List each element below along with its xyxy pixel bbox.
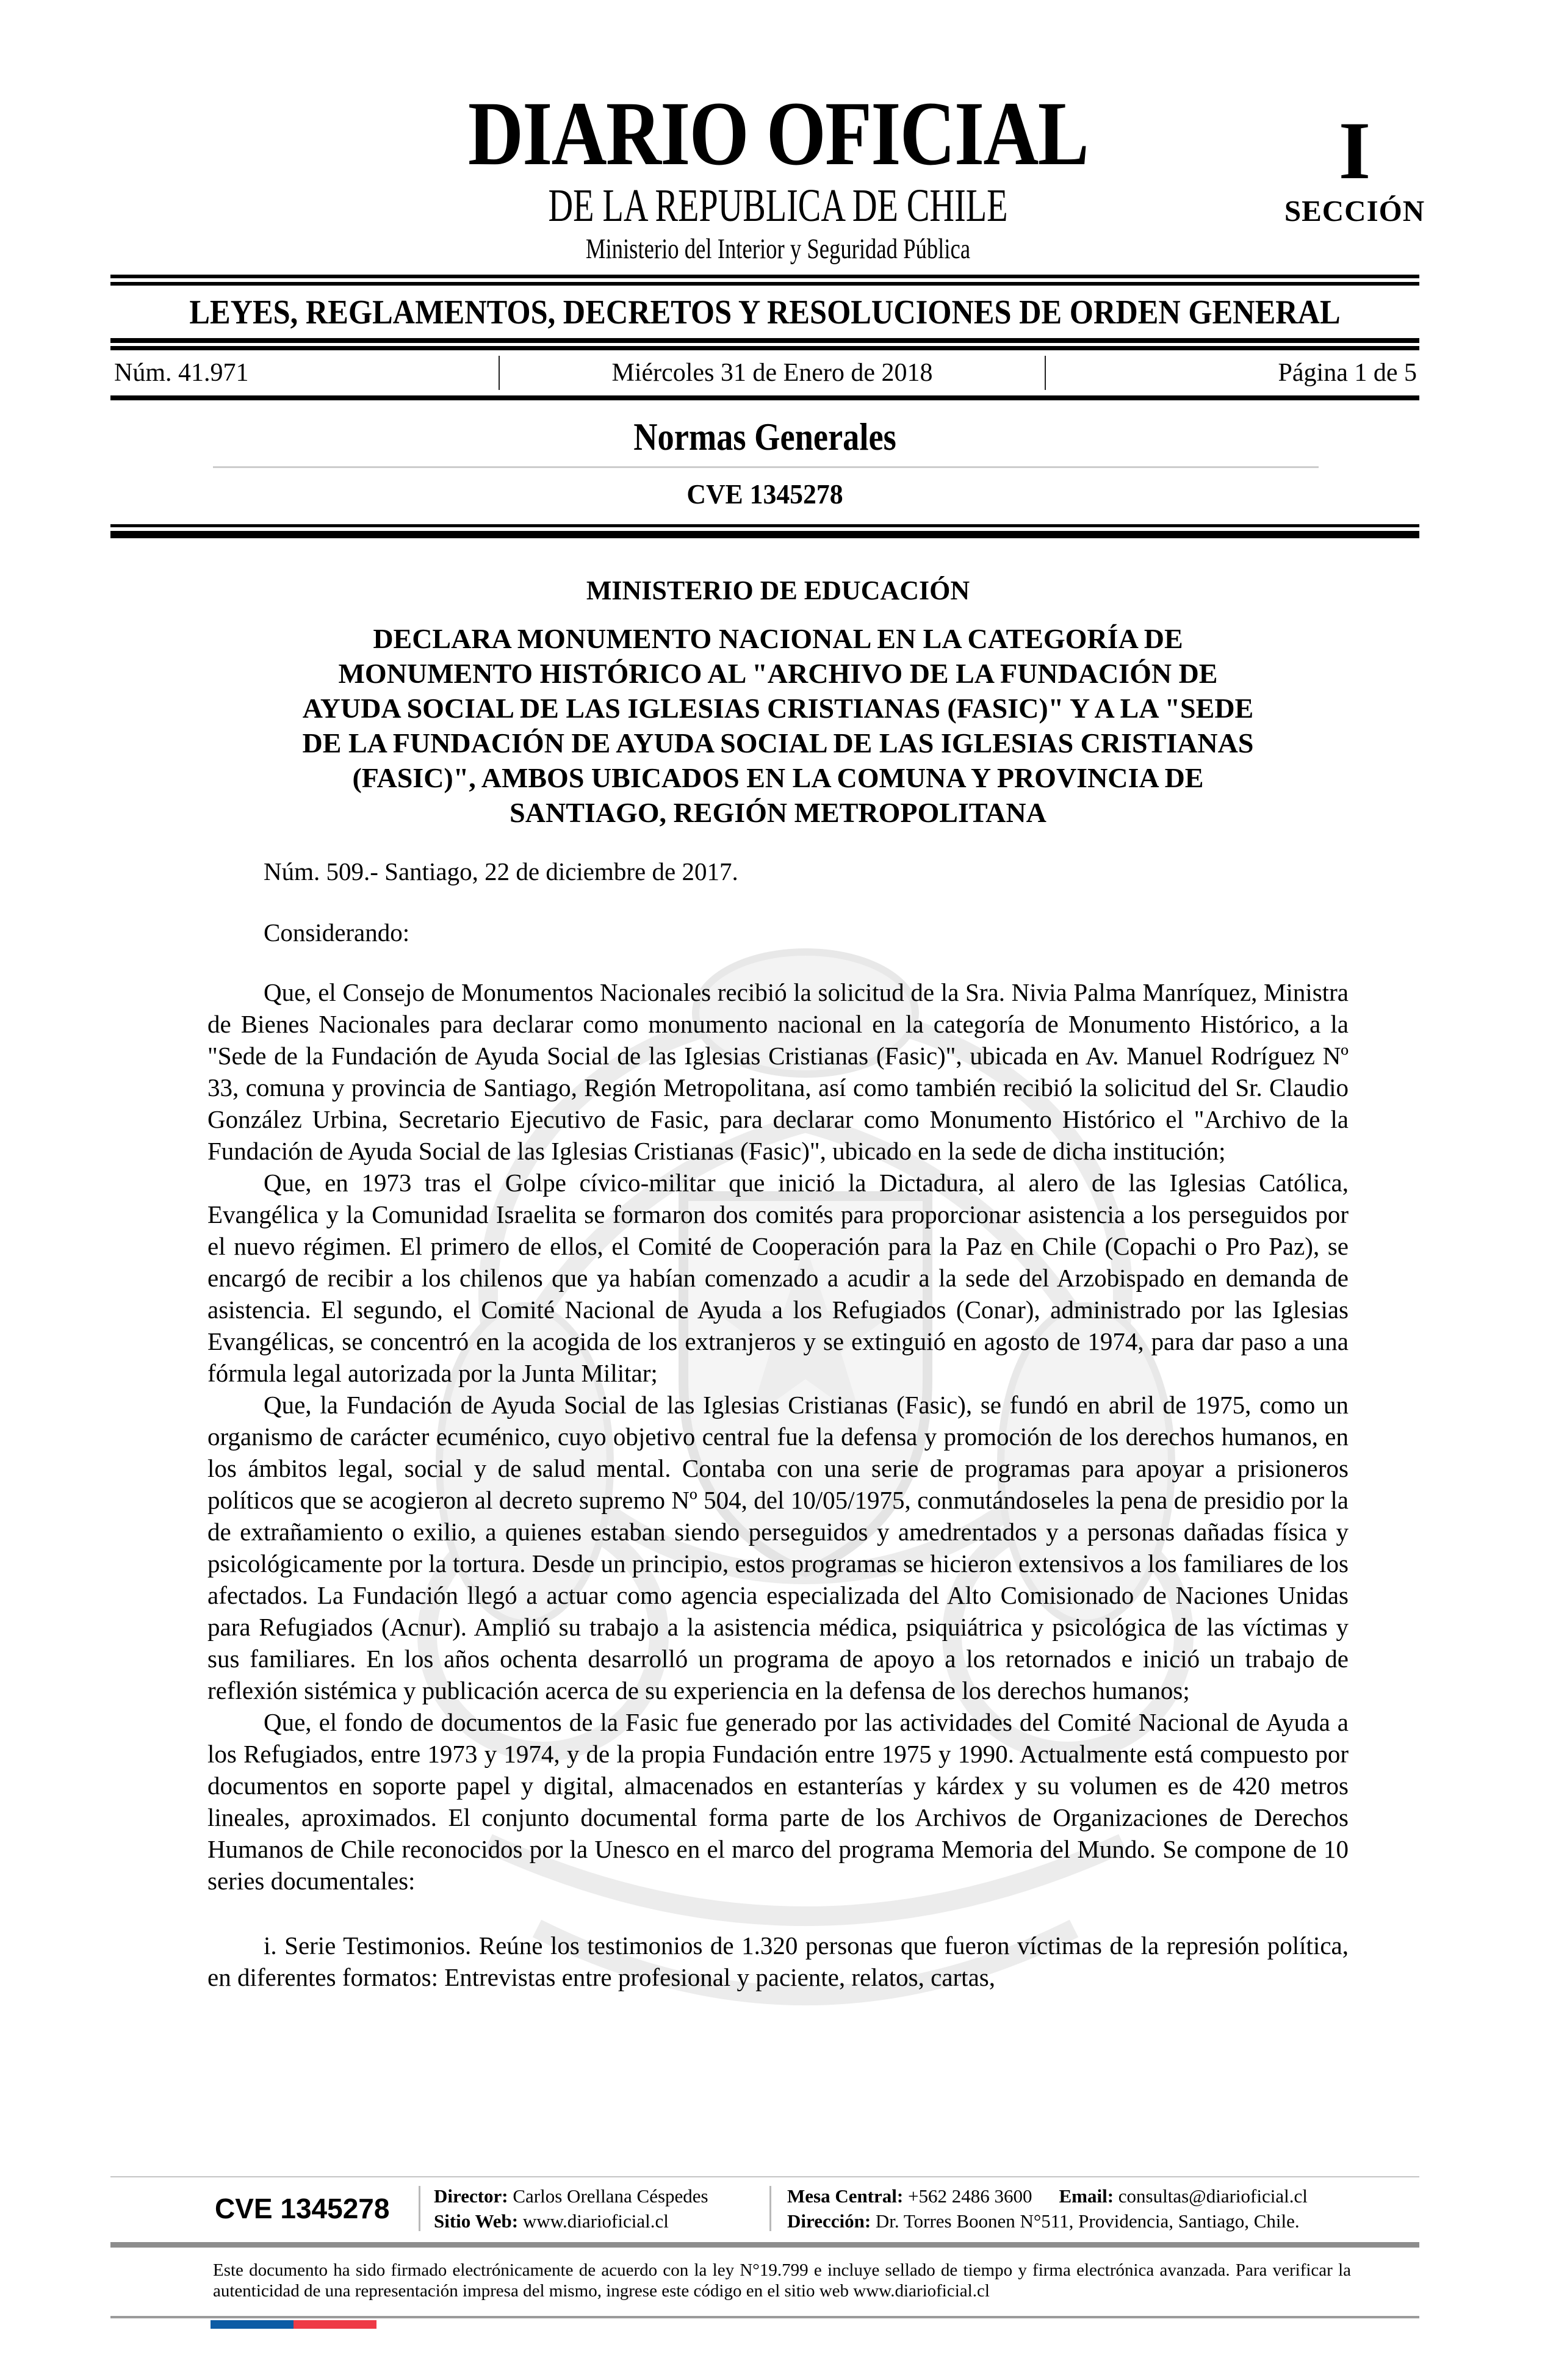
article-ministry-heading: MINISTERIO DE EDUCACIÓN bbox=[586, 575, 970, 605]
website-label: Sitio Web: bbox=[434, 2210, 519, 2232]
rule bbox=[110, 346, 1419, 350]
laws-band-title: LEYES, REGLAMENTOS, DECRETOS Y RESOLUCIONES DE ORDEN GENERAL bbox=[189, 294, 1341, 331]
footer-cve: CVE 1345278 bbox=[215, 2193, 390, 2224]
considering-label: Considerando: bbox=[264, 918, 410, 947]
issue-date: Miércoles 31 de Enero de 2018 bbox=[611, 359, 933, 387]
website-url: www.diarioficial.cl bbox=[522, 2210, 669, 2232]
body-paragraph: Que, el fondo de documentos de la Fasic fue generado por las actividades del Comité Nacional de Ayuda a los Refugiados, entre 1973 y 1974, y de la propia Fundación entre 1975 y 1990. Actualmente está compuesto por documentos en soporte papel y digital, almacenados en estanterías y kárdex y su volumen es de 420 metros lineales, aproximados. El conjunto documental forma parte de los Archivos de Organizaciones de Derechos Humanos de Chile reconocidos por la Unesco en el marco del programa Memoria del Mundo. Se compone de 10 series documentales: bbox=[207, 1708, 1349, 1895]
article-title: DECLARA MONUMENTO NACIONAL EN LA CATEGORÍA DE MONUMENTO HISTÓRICO AL "ARCHIVO DE LA FUNDACIÓN DE AYUDA SOCIAL DE LAS IGLESIAS CRISTIANAS (FASIC)" Y A LA "SEDE DE LA FUNDACIÓN DE AYUDA SOCIAL DE LAS IGLESIAS CRISTIANAS (FASIC)", AMBOS UBICADOS EN LA COMUNA Y PROVINCIA DE SANTIAGO, REGIÓN METROPOLITANA bbox=[302, 623, 1254, 828]
address-line bbox=[787, 2209, 1419, 2234]
masthead bbox=[0, 0, 1556, 264]
flag-red-bar bbox=[294, 2320, 376, 2329]
address-label: Dirección: bbox=[787, 2210, 871, 2232]
decree-article bbox=[207, 577, 1349, 1993]
page-footer bbox=[110, 2176, 1419, 2329]
flag-blue-bar bbox=[211, 2320, 294, 2329]
interior-ministry-line: Ministerio del Interior y Seguridad Pública bbox=[585, 233, 971, 265]
section-label: SECCIÓN bbox=[1284, 194, 1425, 228]
phone-label: Mesa Central: bbox=[787, 2185, 904, 2207]
issue-number: Núm. 41.971 bbox=[114, 359, 249, 387]
issue-meta-row bbox=[110, 350, 1419, 395]
legal-notice: Este documento ha sido firmado electrónicamente de acuerdo con la ley N°19.799 e incluye sellado de tiempo y firma electrónica avanzada. Para verificar la autenticidad de una representación impresa del mismo, ingrese este código en el sitio web www.diarioficial.cl bbox=[213, 2260, 1351, 2301]
footer-director-column bbox=[420, 2183, 769, 2234]
decree-number-line: Núm. 509.- Santiago, 22 de diciembre de 2017. bbox=[264, 857, 738, 885]
phone-email-line bbox=[787, 2183, 1419, 2209]
cve-heading: CVE 1345278 bbox=[686, 478, 843, 510]
gazette-title: DIARIO OFICIAL bbox=[467, 83, 1089, 184]
director-label: Director: bbox=[434, 2185, 508, 2207]
body-paragraph: Que, en 1973 tras el Golpe cívico-militar que inició la Dictadura, al alero de las Iglesias Católica, Evangélica y la Comunidad Israelita se formaron dos comités para proporcionar asistencia a los perseguidos por el nuevo régimen. El primero de ellos, el Comité de Cooperación para la Paz en Chile (Copachi o Pro Paz), se encargó de recibir a los chilenos que ya habían comenzado a acudir a la sede del Arzobispado en demanda de asistencia. El segundo, el Comité Nacional de Ayuda a los Refugiados (Conar), administrado por las Iglesias Evangélicas, se concentró en la acogida de los extranjeros y se extinguió en agosto de 1974, para dar paso a una fórmula legal autorizada por la Junta Militar; bbox=[207, 1169, 1349, 1387]
body-paragraph: Que, la Fundación de Ayuda Social de las Iglesias Cristianas (Fasic), se fundó en abril de 1975, como un organismo de carácter ecuménico, cuyo objetivo central fue la defensa y promoción de los derechos humanos, en los ámbitos legal, social y de salud mental. Contaba con una serie de programas para apoyar a prisioneros políticos que se acogieron al decreto supremo Nº 504, del 10/05/1975, conmutándoseles la pena de presidio por la de extrañamiento o exilio, a quienes estaban siendo perseguidos y amedrentados y a personas dañadas física y psicológicamente por la tortura. Desde un principio, estos programas se hicieron extensivos a los familiares de los afectados. La Fundación llegó a actuar como agencia especializada del Alto Comisionado de Naciones Unidas para Refugiados (Acnur). Amplió su trabajo a la asistencia médica, psiquiátrica y psicológica de las víctimas y sus familiares. En los años ochenta desarrolló un programa de apoyo a los retornados e inició un trabajo de reflexión sistémica y publicación acerca de su experiencia en la defensa de los derechos humanos; bbox=[207, 1391, 1349, 1704]
section-numeral: I bbox=[1338, 106, 1371, 197]
website-line bbox=[434, 2209, 769, 2234]
footer-thick-rule bbox=[110, 2242, 1419, 2248]
rule bbox=[110, 524, 1419, 527]
phone-number: +562 2486 3600 bbox=[908, 2185, 1032, 2207]
footer-contact-column bbox=[771, 2183, 1419, 2234]
light-divider bbox=[213, 466, 1319, 468]
gazette-subtitle: DE LA REPUBLICA DE CHILE bbox=[548, 180, 1008, 231]
header-rules bbox=[110, 275, 1419, 538]
body-paragraph: Que, el Consejo de Monumentos Nacionales recibió la solicitud de la Sra. Nivia Palma Manríquez, Ministra de Bienes Nacionales para declarar como monumento nacional en la categoría de Monumento Histórico, a la "Sede de la Fundación de Ayuda Social de las Iglesias Cristianas (Fasic)", ubicada en Av. Manuel Rodríguez Nº 33, comuna y provincia de Santiago, Región Metropolitana, así como también recibió la solicitud del Sr. Claudio González Urbina, Secretario Ejecutivo de Fasic, para declarar como Monumento Histórico el "Archivo de la Fundación de Ayuda Social de las Iglesias Cristianas (Fasic)", ubicado en la sede de dicha institución; bbox=[207, 978, 1349, 1165]
director-line bbox=[434, 2183, 769, 2209]
rule bbox=[110, 395, 1419, 400]
email-address: consultas@diarioficial.cl bbox=[1118, 2185, 1308, 2207]
rule bbox=[110, 531, 1419, 538]
footer-bottom-line bbox=[110, 2316, 1419, 2318]
body-paragraph: i. Serie Testimonios. Reúne los testimonios de 1.320 personas que fueron víctimas de la represión política, en diferentes formatos: Entrevistas entre profesional y paciente, relatos, cartas, bbox=[207, 1931, 1349, 1991]
footer-info-row bbox=[110, 2177, 1419, 2241]
page-indicator: Página 1 de 5 bbox=[1278, 359, 1417, 387]
email-label: Email: bbox=[1059, 2185, 1114, 2207]
chile-flag-bar bbox=[211, 2320, 1419, 2329]
rule bbox=[110, 275, 1419, 278]
normas-generales-heading: Normas Generales bbox=[633, 415, 896, 458]
address-text: Dr. Torres Boonen N°511, Providencia, Santiago, Chile. bbox=[875, 2210, 1300, 2232]
rule bbox=[110, 338, 1419, 343]
director-name: Carlos Orellana Céspedes bbox=[513, 2185, 708, 2207]
